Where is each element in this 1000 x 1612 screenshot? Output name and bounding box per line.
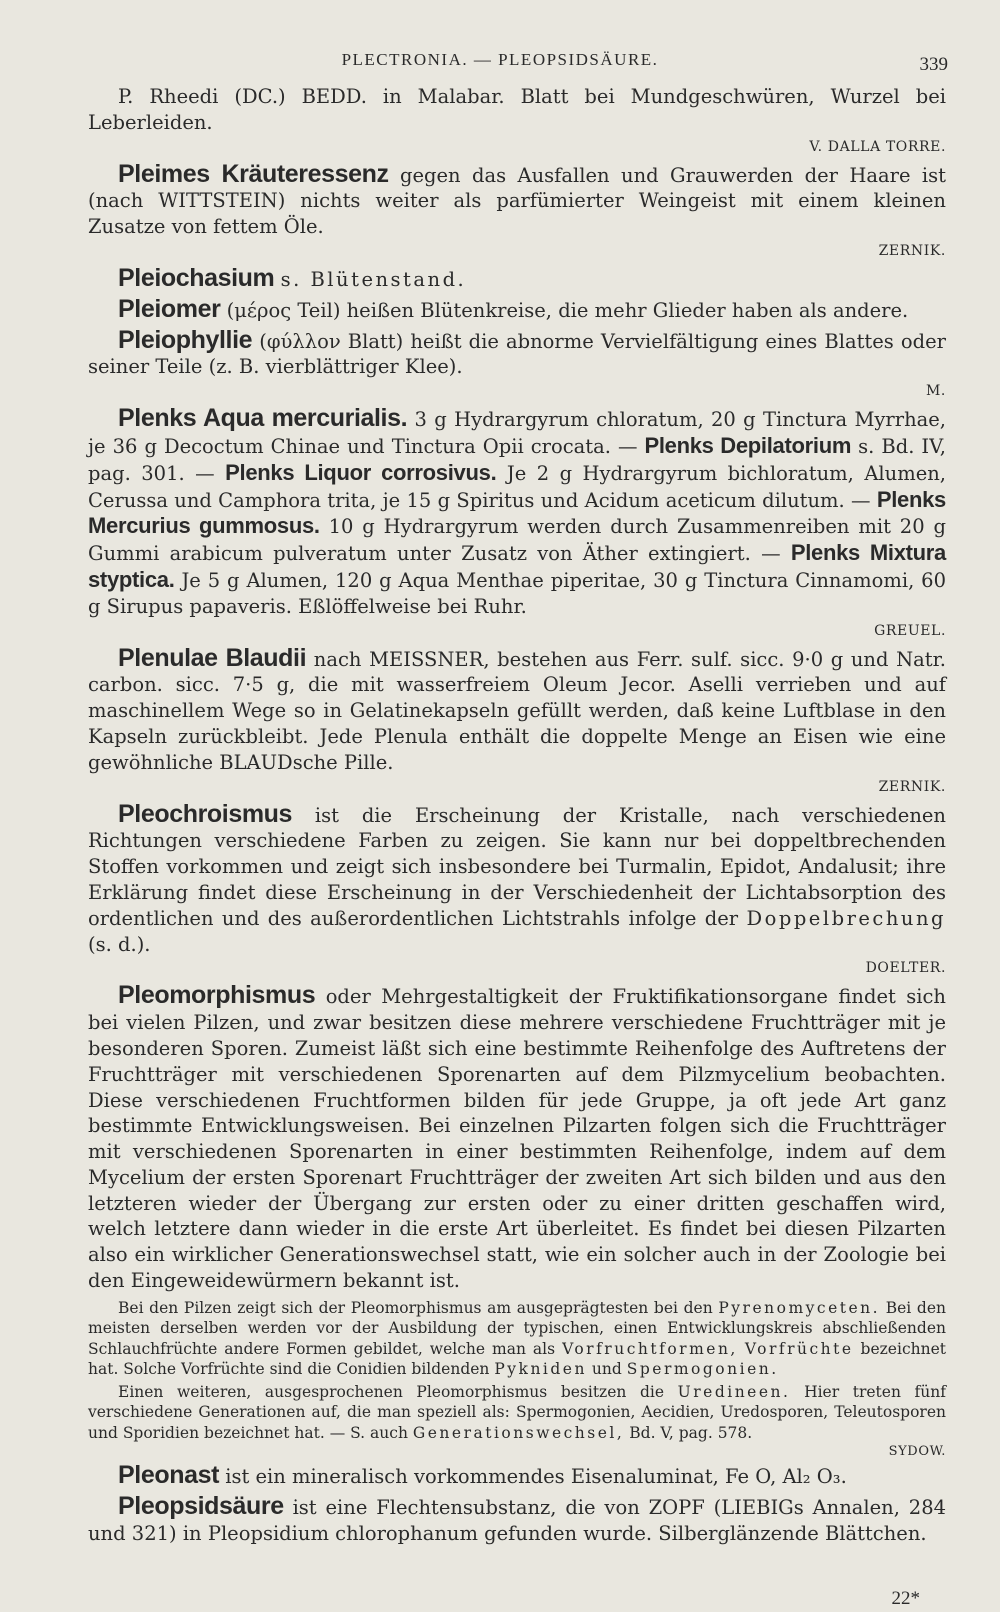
note-spaced-term: Generationswechsel, [412,1423,625,1442]
author-signature: M. [926,383,946,400]
entry-headword: Pleonast [118,1461,219,1490]
entry-text: (μέρος Teil) heißen Blütenkreise, die mehr Glieder haben als andere. [226,298,909,322]
note-spaced-term: Spermogonien. [626,1360,779,1379]
entry-pleopsidsaeure [88,1494,946,1547]
note-text: und [591,1360,622,1379]
entry-text: nach MEISSNER, bestehen aus Ferr. sulf. sicc. 9·0 g und Natr. carbon. sicc. 7·5 g, die mit wasserfreiem Oleum Jecor. Aselli verrieben und auf maschinellem Wege so in Gelatinekapseln gefüllt werden, daß keine Luftblase in den Kapseln zurückbleibt. Jede Plenula enthält die doppelte Menge an Eisen wie eine gewöhnliche BLAUDsche Pille. [88,647,946,774]
entry-pleiomer [88,294,946,324]
entry-headword: Plenks Aqua mercurialis. [118,404,408,433]
entry-text: (s. d.). [88,932,151,956]
note-spaced-term: Pyrenomyceten. [718,1298,881,1317]
note-spaced-term: Vorfrüchte [744,1339,854,1358]
entry-headword: Pleiophyllie [118,325,253,354]
note-text: bezeichnet hat. Solche Vorfrüchte sind die Conidien bildenden [88,1339,946,1379]
entry-subheadword: Plenks Depilatorium [644,432,852,458]
note-spaced-term: Vorfruchtformen, [562,1339,738,1358]
entry-text: s. Bd. IV, pag. 301. — [88,434,946,485]
author-signature: ZERNIK. [878,778,946,795]
author-signature: V. DALLA TORRE. [809,138,946,155]
entry-text: ist eine Flechtensubstanz, die von ZOPF (LIEBIGs Annalen, 284 und 321) in Pleopsidium chlorophanum gefunden wurde. Silberglänzende Blättchen. [88,1496,947,1545]
running-header [0,46,1000,76]
entry-text: P. Rheedi (DC.) BEDD. in Malabar. Blatt bei Mundgeschwüren, Wurzel bei Leberleiden. [88,85,946,134]
entry-text: gegen das Ausfallen und Grauwerden der Haare ist (nach WITTSTEIN) nichts weiter als parfümierter Weingeist mit einem kleinen Zusatze von fettem Öle. [88,163,947,239]
entry-spaced-term: Doppelbrechung [746,906,947,930]
entry-note [88,1382,946,1462]
entry-text: ist die Erscheinung der Kristalle, nach verschiedenen Richtungen verschiedene Farben zu zeigen. Sie kann nur bei doppeltbrechenden Stoffen vorkommen und zeigt sich insbesondere bei Turmalin, Epidot, Andalusit; ihre Erklärung findet diese Erscheinung in der Verschiedenheit der Lichtabsorption des ordentlichen und des außerordentlichen Lichtstrahls infolge der [88,803,946,930]
author-signature: DOELTER. [865,960,946,977]
entry-rheedi [88,84,946,158]
entry-headword: Pleiomer [118,294,221,323]
note-text: Hier treten fünf verschiedene Generationen auf, die man speziell als: Spermogonien, Aecidien, Uredosporen, Teleutosporen und Sporidien bezeichnet hat. — S. auch [88,1382,946,1442]
entry-headword: Pleiochasium [118,263,275,292]
page-number: 339 [919,54,948,75]
entry-text: s. Blütenstand. [280,267,467,291]
entry-headword: Pleopsidsäure [118,1492,284,1521]
entry-plenks [88,406,946,641]
entry-pleomorphismus [88,983,946,1294]
entry-text: (φύλλον Blatt) heißt die abnorme Vervielfältigung eines Blattes oder seiner Teile (z. B. vierblättriger Klee). [88,329,946,379]
note-spaced-term: Uredineen. [677,1382,791,1401]
header-title: PLECTRONIA. — PLEOPSIDSÄURE. [341,50,659,69]
entry-subheadword: Plenks Liquor corrosivus. [225,459,497,485]
entry-subheadword: Plenks Mercurius gummosus. [88,486,946,539]
note-spaced-term: Pykniden [494,1360,587,1379]
note-text: Einen weiteren, ausgesprochenen Pleomorphismus besitzen die [118,1382,665,1401]
entry-note [88,1298,946,1380]
entry-text: 3 g Hydrargyrum chloratum, 20 g Tinctura Myrrhae, je 36 g Decoctum Chinae und Tinctura Opii crocata. — [88,408,946,458]
note-text: Bd. V, pag. 578. [629,1423,753,1442]
entry-pleimes-kraeuteressenz [88,159,947,262]
entry-text: 10 g Hydrargyrum werden durch Zusammenreiben mit 20 g Gummi arabicum pulveratum unter Zusatz von Äther extingiert. — [88,515,946,566]
entry-pleonast [88,1463,946,1490]
signature-mark: 22* [891,1588,920,1609]
entry-text: oder Mehrgestaltigkeit der Fruktifikationsorgane findet sich bei vielen Pilzen, und zwar besitzen diese mehrere verschiedene Fruchtträger mit je besonderen Sporen. Zumeist läßt sich eine bestimmte Reihenfolge des Auftretens der Fruchtträger mit verschiedenen Sporenarten auf dem Pilzmycelium beobachten. Diese verschiedenen Fruchtformen bilden für jede Gruppe, ja oft jede Art ganz bestimmte Entwicklungsweisen. Bei einzelnen Pilzarten folgen sich die Fruchtträger mit verschiedenen Sporenarten in einer bestimmten Reihenfolge, indem auf dem Mycelium der ersten Sporenart Fruchtträger der zweiten Art sich bilden und aus den letzteren wieder der Übergang zur ersten oder zu einer dritten geschaffen wird, welch letztere dann wieder in die erste Art überleitet. Es findet bei diesen Pilzarten also ein wirklicher Generationswechsel statt, wie ein solcher auch in der Zoologie bei den Eingeweidewürmern bekannt ist. [88,985,946,1293]
note-text: Bei den Pilzen zeigt sich der Pleomorphismus am ausgeprägtesten bei den [118,1298,713,1317]
entry-headword: Pleochroismus [118,799,293,828]
entry-headword: Pleimes Kräuteressenz [118,159,389,188]
note-text: Bei den meisten derselben werden vor der Ausbildung der typischen, einen Entwicklungskreis abschließenden Schlauchfrüchte andere Formen gebildet, welche man als [88,1298,946,1358]
entry-text: ist ein mineralisch vorkommendes Eisenaluminat, Fe O, Al₂ O₃. [225,1465,847,1489]
entry-pleiochasium [88,263,946,293]
entry-pleochroismus [88,799,947,980]
entry-pleiophyllie [88,325,946,403]
entry-subheadword: Plenks Mixtura styptica. [88,540,946,592]
entry-text: Je 2 g Hydrargyrum bichloratum, Alumen, Cerussa und Camphora trita, je 15 g Spiritus und Acidum aceticum dilutum. — [88,461,947,512]
author-signature: SYDOW. [888,1444,946,1460]
entry-text: Je 5 g Alumen, 120 g Aqua Menthae piperitae, 30 g Tinctura Cinnamomi, 60 g Sirupus papaveris. Eßlöffelweise bei Ruhr. [88,568,946,618]
author-signature: ZERNIK. [878,242,946,259]
entry-plenulae-blaudii [88,643,946,798]
entry-headword: Pleomorphismus [118,981,316,1010]
page-body [88,84,946,1551]
author-signature: GREUEL. [874,622,946,639]
entry-headword: Plenulae Blaudii [118,643,307,672]
